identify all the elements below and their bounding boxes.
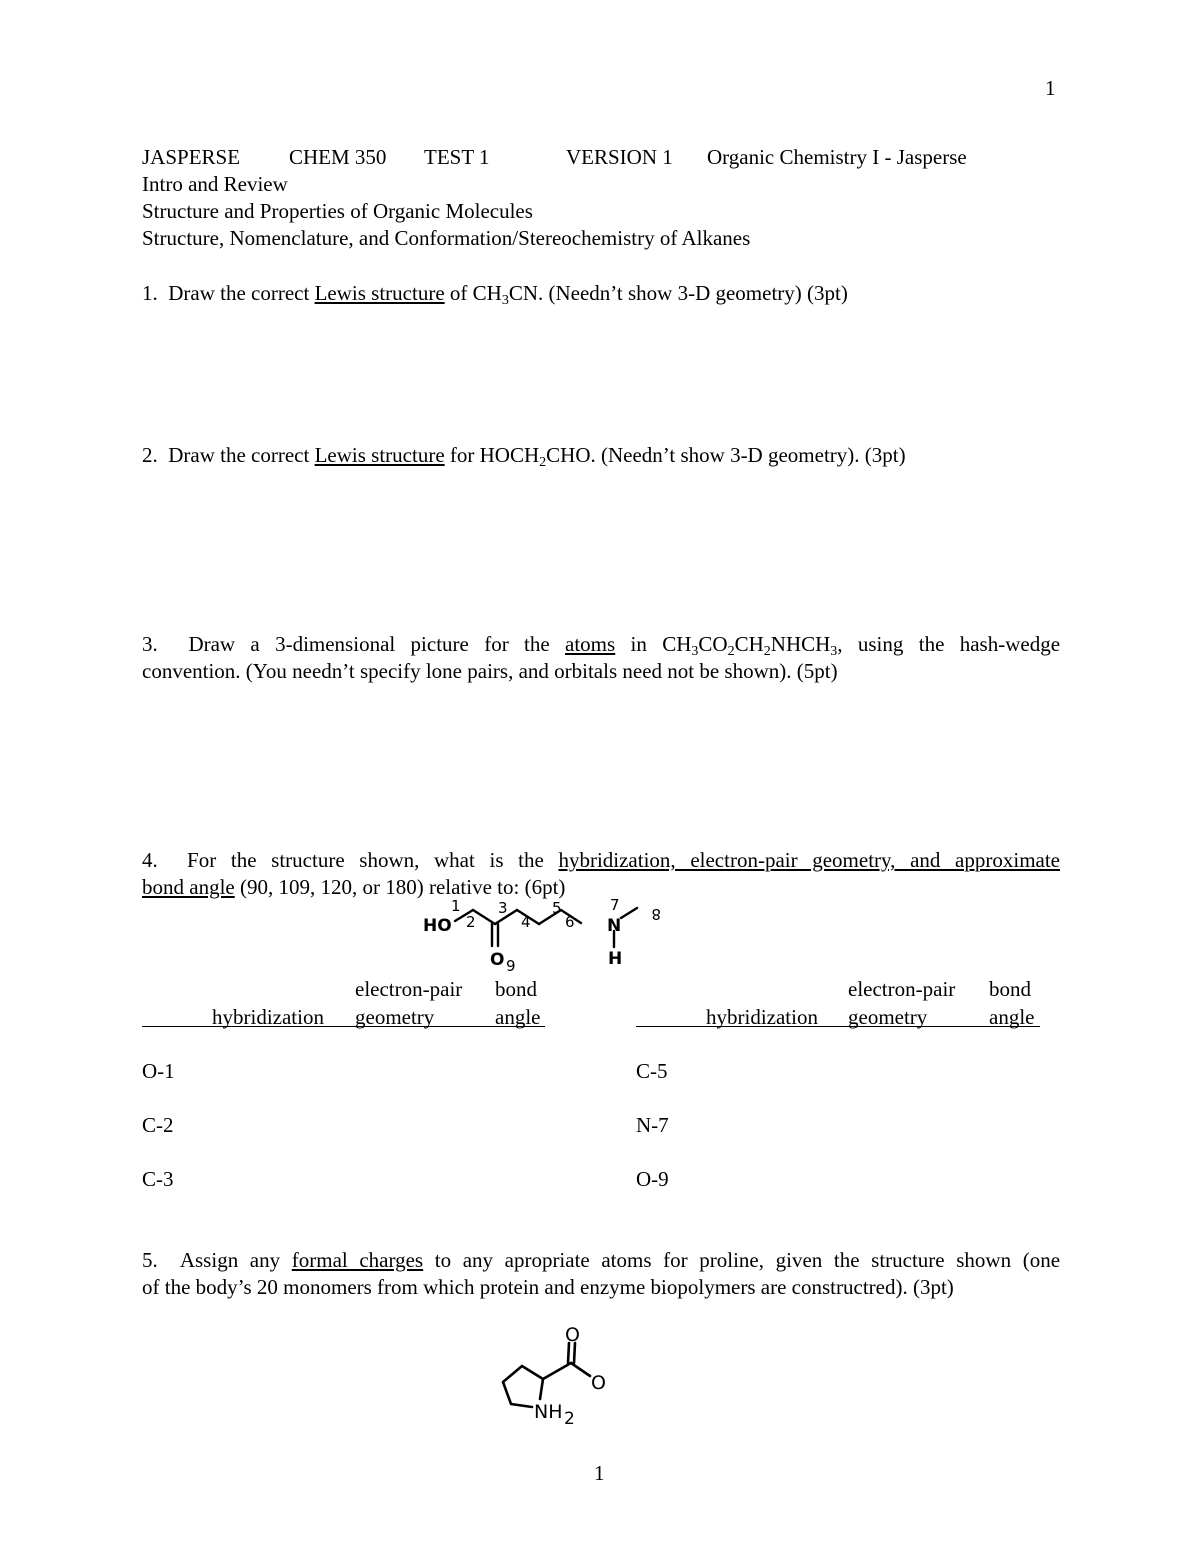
q1-text-post: CN. (Needn’t show 3-D geometry) (3pt) <box>508 281 848 305</box>
q3-text-post: , using the hash-wedge <box>837 632 1061 656</box>
q2-number: 2. <box>142 443 158 467</box>
label-h: H <box>608 949 623 969</box>
header-version: VERSION 1 <box>566 145 673 169</box>
question-3-line-2: convention. (You needn’t specify lone pairs, and orbitals need not be shown). (5pt) <box>142 659 838 683</box>
q5-text-post: to any apropriate atoms for proline, given the structure shown (one <box>434 1248 1061 1272</box>
q3-number: 3. <box>142 632 158 656</box>
q3-formula: in $CH_3CO_2CH_2NHCH_3$ <box>630 632 838 659</box>
row-label-c5: C-5 <box>636 1059 668 1083</box>
header-course-title: Organic Chemistry I - Jasperse <box>707 145 967 169</box>
proline-o-top: O <box>565 1324 580 1346</box>
left-col-geometry-header-2: geometry <box>355 1005 435 1029</box>
right-col-geometry-header-2: geometry <box>848 1005 928 1029</box>
q4-text-post: (90, 109, 120, or 180) relative to: (6pt) <box>239 875 566 899</box>
right-col-hybridization-header: hybridization <box>706 1005 818 1029</box>
question-1 <box>142 280 848 307</box>
q1-text-mid: of CH <box>449 281 502 305</box>
question-4-line-1 <box>142 847 1060 874</box>
q5-underlined: formal charges <box>291 1248 424 1272</box>
atom-number-8: 8 <box>651 905 661 923</box>
header-course: CHEM 350 <box>289 145 387 169</box>
atom-number-6: 6 <box>565 913 575 931</box>
header-topic-2: Structure and Properties of Organic Molecules <box>142 199 533 223</box>
q3-underlined: atoms <box>565 632 616 656</box>
left-col-geometry-header-1: electron-pair <box>355 977 463 1001</box>
q4-underlined-2: bond angle <box>142 875 235 899</box>
row-label-c2: C-2 <box>142 1113 174 1137</box>
q2-underlined: Lewis structure <box>314 443 445 467</box>
row-label-c3: C-3 <box>142 1167 174 1191</box>
atom-number-2: 2 <box>466 913 476 931</box>
question-3-line-1 <box>142 631 1060 658</box>
q4-number: 4. <box>142 848 158 872</box>
double-bond-co-a <box>568 1343 569 1363</box>
proline-structure <box>490 1320 620 1430</box>
q4-molecule-structure <box>415 893 670 973</box>
q1-underlined: Lewis structure <box>314 281 445 305</box>
left-col-hybridization-header: hybridization <box>212 1005 324 1029</box>
right-col-angle-header-2: angle <box>989 1005 1035 1029</box>
question-5-line-2: of the body’s 20 monomers from which protein and enzyme biopolymers are constructred). (3pt) <box>142 1275 954 1299</box>
q1-number: 1. <box>142 281 158 305</box>
right-col-angle-header-1: bond <box>989 977 1031 1001</box>
q2-text-mid: for HOCH <box>449 443 540 467</box>
label-o: O <box>490 950 505 970</box>
atom-number-1: 1 <box>451 897 461 915</box>
bond-c2-c3 <box>473 910 495 924</box>
bond-n7-c8 <box>621 908 637 918</box>
proline-o-right: O <box>591 1372 606 1394</box>
q4-underlined-1: hybridization, electron-pair geometry, and approximate <box>558 848 1060 872</box>
q5-text-pre: Assign any <box>179 1248 281 1272</box>
label-ho: HO <box>423 916 452 936</box>
left-table-header-rule <box>142 1026 545 1027</box>
q2-sub: 2 <box>539 455 547 470</box>
bond-ring-carboxyl <box>543 1363 571 1379</box>
double-bond-co-b <box>574 1343 575 1363</box>
atom-number-3: 3 <box>498 899 508 917</box>
proline-nh-subscript: 2 <box>564 1409 575 1429</box>
question-2 <box>142 442 906 469</box>
proline-nh: NH <box>534 1401 563 1423</box>
q1-sub: 3 <box>501 293 509 308</box>
q1-text-pre: Draw the correct <box>168 281 310 305</box>
atom-number-7: 7 <box>610 896 620 914</box>
header-topic-1: Intro and Review <box>142 172 288 196</box>
header-topic-3: Structure, Nomenclature, and Conformation/Stereochemistry of Alkanes <box>142 226 751 250</box>
q2-text-post: CHO. (Needn’t show 3-D geometry). (3pt) <box>546 443 906 467</box>
header-test: TEST 1 <box>424 145 490 169</box>
atom-number-4: 4 <box>521 913 531 931</box>
row-label-o9: O-9 <box>636 1167 669 1191</box>
row-label-o1: O-1 <box>142 1059 175 1083</box>
q3-text-pre: Draw a 3-dimensional picture for the <box>188 632 550 656</box>
atom-number-9: 9 <box>506 957 516 973</box>
row-label-n7: N-7 <box>636 1113 669 1137</box>
bond-c-o-single <box>571 1363 590 1376</box>
atom-number-5: 5 <box>552 899 562 917</box>
left-col-angle-header-1: bond <box>495 977 537 1001</box>
page-number-top: 1 <box>1045 76 1056 100</box>
left-col-angle-header-2: angle <box>495 1005 541 1029</box>
q2-text-pre: Draw the correct <box>168 443 310 467</box>
label-n: N <box>607 916 622 936</box>
question-5-line-1 <box>142 1247 1060 1274</box>
right-col-geometry-header-1: electron-pair <box>848 977 956 1001</box>
right-table-header-rule <box>636 1026 1040 1027</box>
q4-text-pre: For the structure shown, what is the <box>187 848 544 872</box>
header-author: JASPERSE <box>142 145 241 169</box>
page-number-bottom: 1 <box>594 1461 605 1485</box>
q5-number: 5. <box>142 1248 158 1272</box>
